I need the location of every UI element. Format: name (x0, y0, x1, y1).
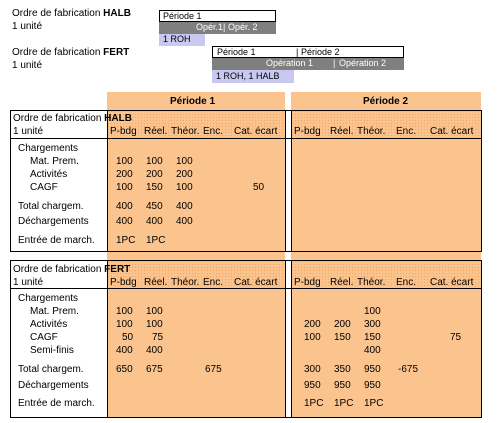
fert-row-total: Total chargem. (18, 364, 84, 375)
fert-p1-total-pbdg: 650 (116, 364, 133, 375)
halb-p1-dech-pbdg: 400 (116, 216, 133, 227)
halb-section-title (13, 113, 132, 124)
halb-p1-total-reel: 450 (146, 201, 163, 212)
fert-row-mat-prem: Mat. Prem. (30, 306, 79, 317)
halb-p2-col-theor: Théor. (357, 126, 386, 137)
fert-p2-total-pbdg: 300 (304, 364, 321, 375)
halb-order-title (12, 8, 131, 19)
fert-p2-entree-theor: 1PC (364, 398, 384, 409)
halb-row-total: Total chargem. (18, 201, 84, 212)
halb-order-title-bold: HALB (103, 8, 131, 19)
fert-p2-dech-pbdg: 950 (304, 380, 321, 391)
halb-p1-mat-prem-theor: 100 (176, 156, 193, 167)
halb-p1-activites-theor: 200 (176, 169, 193, 180)
halb-p2-col-pbdg: P-bdg (294, 126, 321, 137)
halb-period-label: Période 1 (163, 11, 202, 21)
halb-p1-activites-pbdg: 200 (116, 169, 133, 180)
halb-operations-bar (159, 22, 276, 34)
halb-p1-cagf-pbdg: 100 (116, 182, 133, 193)
fert-p1-semi-finis-reel: 400 (146, 345, 163, 356)
fert-p2-total-theor: 950 (364, 364, 381, 375)
fert-p2-total-reel: 350 (334, 364, 351, 375)
period1-right-halb (285, 110, 286, 251)
fert-p1-activites-pbdg: 100 (116, 319, 133, 330)
halb-p1-activites-reel: 200 (146, 169, 163, 180)
fert-p2-cagf-pbdg: 100 (304, 332, 321, 343)
fert-p1-col-theor: Théor. (171, 277, 200, 288)
halb-p1-cagf-cat: 50 (253, 182, 265, 193)
right-border-halb (481, 110, 482, 251)
fert-order-title-prefix: Ordre de fabrication (12, 47, 101, 58)
fert-p2-col-cat: Cat. écart (430, 277, 474, 288)
fert-p1-col-cat: Cat. écart (234, 277, 278, 288)
halb-material-box (159, 34, 205, 46)
halb-row-dechargements: Déchargements (18, 216, 89, 227)
halb-row-cagf: CAGF (30, 182, 58, 193)
fert-op2: Opération 2 (339, 58, 387, 68)
label-sep-halb (107, 110, 108, 251)
fert-p2-col-enc: Enc. (396, 277, 417, 288)
fert-op-separator: | (333, 58, 336, 68)
halb-period-box (159, 10, 276, 22)
table-bottom-line (10, 417, 482, 418)
halb-bottom-line (10, 251, 482, 252)
fert-material-box (212, 70, 294, 83)
halb-header-underline (10, 138, 482, 139)
fert-p2-activites-reel: 200 (334, 319, 351, 330)
halb-p1-col-enc: Enc. (203, 126, 224, 137)
halb-p1-entree-pbdg: 1PC (116, 235, 136, 246)
halb-section-unit: 1 unité (13, 126, 44, 137)
fert-row-semi-finis: Semi-finis (30, 345, 74, 356)
period1-right-fert (285, 260, 286, 417)
label-sep-fert (107, 260, 108, 417)
halb-section-title-bold: HALB (104, 113, 132, 124)
left-border-halb (10, 110, 11, 251)
fert-section-title-prefix: Ordre de fabrication (13, 264, 102, 275)
halb-p2-col-reel: Réel. (330, 126, 354, 137)
halb-p1-mat-prem-reel: 100 (146, 156, 163, 167)
fert-p2-col-reel: Réel. (330, 277, 354, 288)
fert-p1-activites-reel: 100 (146, 319, 163, 330)
fert-section-title-bold: FERT (104, 264, 131, 275)
fert-p2-activites-pbdg: 200 (304, 319, 321, 330)
fert-row-entree: Entrée de march. (18, 398, 95, 409)
fert-p1-mat-prem-pbdg: 100 (116, 306, 133, 317)
left-border-fert (10, 260, 11, 417)
fert-top-line (10, 260, 482, 261)
halb-p2-col-cat: Cat. écart (430, 126, 474, 137)
halb-p1-dech-reel: 400 (146, 216, 163, 227)
fert-p2-mat-prem-theor: 100 (364, 306, 381, 317)
fert-p2-col-theor: Théor. (357, 277, 386, 288)
halb-section-title-prefix: Ordre de fabrication (13, 113, 102, 124)
halb-p1-total-pbdg: 400 (116, 201, 133, 212)
halb-p1-cagf-theor: 100 (176, 182, 193, 193)
halb-p1-dech-theor: 400 (176, 216, 193, 227)
halb-op-separator: | (223, 22, 226, 32)
table-period1-header: Période 1 (170, 96, 216, 107)
halb-material: 1 ROH (163, 34, 191, 44)
fert-p2-dech-reel: 950 (334, 380, 351, 391)
fert-p2-cagf-reel: 150 (334, 332, 351, 343)
halb-p1-entree-reel: 1PC (146, 235, 166, 246)
fert-order-unit: 1 unité (12, 60, 43, 71)
period1-column-bg (107, 92, 285, 418)
fert-p1-cagf-pbdg: 50 (122, 332, 134, 343)
fert-p2-dech-theor: 950 (364, 380, 381, 391)
fert-material: 1 ROH, 1 HALB (216, 71, 280, 81)
halb-op1: Opér.1 (196, 22, 224, 32)
halb-p1-col-theor: Théor. (171, 126, 200, 137)
fert-header-underline (10, 288, 482, 289)
fert-p1-cagf-reel: 75 (152, 332, 164, 343)
halb-row-chargements: Chargements (18, 143, 79, 154)
fert-section-title (13, 264, 130, 275)
period2-left-halb (291, 110, 292, 251)
halb-p1-mat-prem-pbdg: 100 (116, 156, 133, 167)
halb-row-mat-prem: Mat. Prem. (30, 156, 79, 167)
fert-p2-col-pbdg: P-bdg (294, 277, 321, 288)
fert-period2-label: Période 2 (301, 47, 340, 57)
halb-p1-cagf-reel: 150 (146, 182, 163, 193)
fert-section-unit: 1 unité (13, 277, 44, 288)
halb-p1-col-reel: Réel. (144, 126, 168, 137)
fert-p2-entree-reel: 1PC (334, 398, 354, 409)
fert-row-activites: Activités (30, 319, 68, 330)
fert-p2-activites-theor: 300 (364, 319, 381, 330)
fert-p2-cagf-theor: 150 (364, 332, 381, 343)
fert-op1: Opération 1 (266, 58, 314, 68)
halb-p1-col-cat: Cat. écart (234, 126, 278, 137)
fert-p1-total-enc: 675 (205, 364, 222, 375)
halb-order-unit: 1 unité (12, 21, 43, 32)
fert-p2-total-enc: -675 (398, 364, 419, 375)
table-top-line (10, 110, 482, 111)
halb-op2: Opér. 2 (228, 22, 258, 32)
fert-p1-col-reel: Réel. (144, 277, 168, 288)
fert-p1-mat-prem-reel: 100 (146, 306, 163, 317)
halb-row-entree: Entrée de march. (18, 235, 95, 246)
fert-p2-entree-pbdg: 1PC (304, 398, 324, 409)
fert-period-box (212, 46, 404, 58)
fert-p1-col-pbdg: P-bdg (110, 277, 137, 288)
fert-operations-bar (212, 58, 404, 70)
fert-order-title-bold: FERT (103, 47, 130, 58)
period2-left-fert (291, 260, 292, 417)
fert-row-cagf: CAGF (30, 332, 58, 343)
halb-row-activites: Activités (30, 169, 68, 180)
halb-p1-total-theor: 400 (176, 201, 193, 212)
halb-order-title-prefix: Ordre de fabrication (12, 8, 101, 19)
halb-p2-col-enc: Enc. (396, 126, 417, 137)
fert-order-title (12, 47, 129, 58)
fert-p2-semi-finis-theor: 400 (364, 345, 381, 356)
fert-period1-label: Période 1 (217, 47, 256, 57)
fert-p2-cagf-cat: 75 (450, 332, 462, 343)
fert-p1-col-enc: Enc. (203, 277, 224, 288)
fert-period-separator: | (296, 47, 299, 57)
table-period2-header: Période 2 (363, 96, 409, 107)
fert-row-dechargements: Déchargements (18, 380, 89, 391)
right-border-fert (481, 260, 482, 417)
fert-row-chargements: Chargements (18, 293, 79, 304)
fert-p1-total-reel: 675 (146, 364, 163, 375)
fert-p1-semi-finis-pbdg: 400 (116, 345, 133, 356)
halb-p1-col-pbdg: P-bdg (110, 126, 137, 137)
